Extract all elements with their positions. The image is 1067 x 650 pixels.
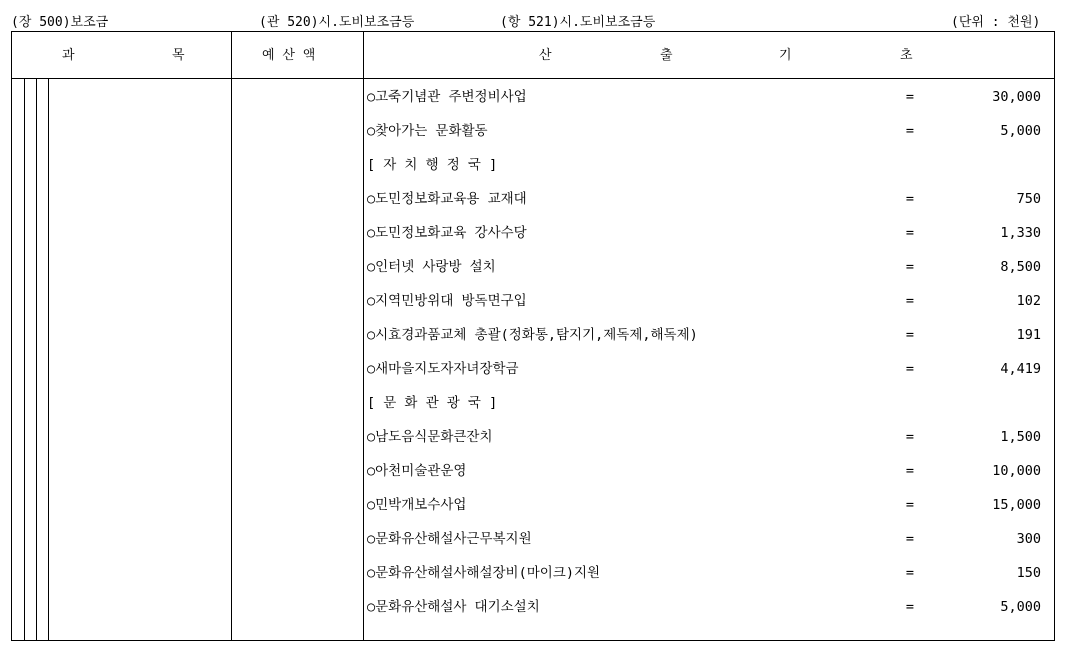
equals-sign: = <box>905 361 915 377</box>
column-divider-basis <box>363 31 364 641</box>
equals-sign: = <box>905 89 915 105</box>
item-amount: 300 <box>1016 531 1041 547</box>
list-item <box>367 426 1047 448</box>
equals-sign: = <box>905 599 915 615</box>
item-amount: 102 <box>1016 293 1041 309</box>
jang-header: (장 500)보조금 <box>11 15 109 30</box>
item-label: ○문화유산해설사근무복지원 <box>367 531 532 547</box>
item-amount: 750 <box>1016 191 1041 207</box>
subject-subline-1 <box>24 78 25 641</box>
item-label: ○고죽기념관 주변정비사업 <box>367 89 527 105</box>
item-amount: 191 <box>1016 327 1041 343</box>
list-item <box>367 290 1047 312</box>
list-item <box>367 324 1047 346</box>
equals-sign: = <box>905 565 915 581</box>
equals-sign: = <box>905 225 915 241</box>
basis-heading-3: 기 <box>779 48 792 63</box>
item-amount: 10,000 <box>992 463 1041 479</box>
item-label: [ 문 화 관 광 국 ] <box>367 395 498 411</box>
item-amount: 8,500 <box>1000 259 1041 275</box>
item-amount: 1,330 <box>1000 225 1041 241</box>
equals-sign: = <box>905 463 915 479</box>
list-item <box>367 392 1047 414</box>
equals-sign: = <box>905 327 915 343</box>
equals-sign: = <box>905 259 915 275</box>
subject-heading-a: 과 <box>62 48 75 63</box>
item-amount: 1,500 <box>1000 429 1041 445</box>
item-label: ○도민정보화교육 강사수당 <box>367 225 527 241</box>
basis-heading-4: 초 <box>900 48 913 63</box>
list-item <box>367 86 1047 108</box>
item-label: ○지역민방위대 방독면구입 <box>367 293 527 309</box>
item-amount: 4,419 <box>1000 361 1041 377</box>
equals-sign: = <box>905 429 915 445</box>
page-break-mark <box>234 488 362 492</box>
gwan-header: (관 520)시.도비보조금등 <box>259 15 415 30</box>
item-amount: 5,000 <box>1000 123 1041 139</box>
item-label: ○새마을지도자자녀장학금 <box>367 361 519 377</box>
column-divider-budget <box>231 31 232 641</box>
hang-header: (항 521)시.도비보조금등 <box>500 15 656 30</box>
list-item <box>367 256 1047 278</box>
item-label: ○민박개보수사업 <box>367 497 467 513</box>
list-item <box>367 596 1047 618</box>
item-label: ○아천미술관운영 <box>367 463 467 479</box>
list-item <box>367 120 1047 142</box>
header-divider <box>11 78 1055 79</box>
list-item <box>367 460 1047 482</box>
item-label: ○남도음식문화큰잔치 <box>367 429 493 445</box>
basis-heading-2: 출 <box>660 48 673 63</box>
equals-sign: = <box>905 531 915 547</box>
list-item <box>367 562 1047 584</box>
equals-sign: = <box>905 497 915 513</box>
item-amount: 150 <box>1016 565 1041 581</box>
list-item <box>367 358 1047 380</box>
equals-sign: = <box>905 191 915 207</box>
subject-subline-2 <box>36 78 37 641</box>
page-break-mark <box>0 488 10 492</box>
list-item <box>367 494 1047 516</box>
list-item <box>367 154 1047 176</box>
item-label: ○문화유산해설사해설장비(마이크)지원 <box>367 565 601 581</box>
equals-sign: = <box>905 293 915 309</box>
item-amount: 5,000 <box>1000 599 1041 615</box>
item-label: ○시효경과품교체 총괄(정화통,탐지기,제독제,해독제) <box>367 327 698 343</box>
budget-heading: 예 산 액 <box>262 48 316 63</box>
list-item <box>367 222 1047 244</box>
list-item <box>367 528 1047 550</box>
item-label: ○인터넷 사랑방 설치 <box>367 259 496 275</box>
subject-heading-b: 목 <box>172 48 185 63</box>
subject-subline-3 <box>48 78 49 641</box>
item-label: [ 자 치 행 정 국 ] <box>367 157 498 173</box>
item-label: ○문화유산해설사 대기소설치 <box>367 599 540 615</box>
item-amount: 15,000 <box>992 497 1041 513</box>
page-break-mark <box>50 488 230 492</box>
list-item <box>367 188 1047 210</box>
item-amount: 30,000 <box>992 89 1041 105</box>
item-label: ○찾아가는 문화활동 <box>367 123 488 139</box>
equals-sign: = <box>905 123 915 139</box>
basis-heading-1: 산 <box>539 48 552 63</box>
unit-label: (단위 : 천원) <box>951 15 1041 30</box>
item-label: ○도민정보화교육용 교재대 <box>367 191 527 207</box>
